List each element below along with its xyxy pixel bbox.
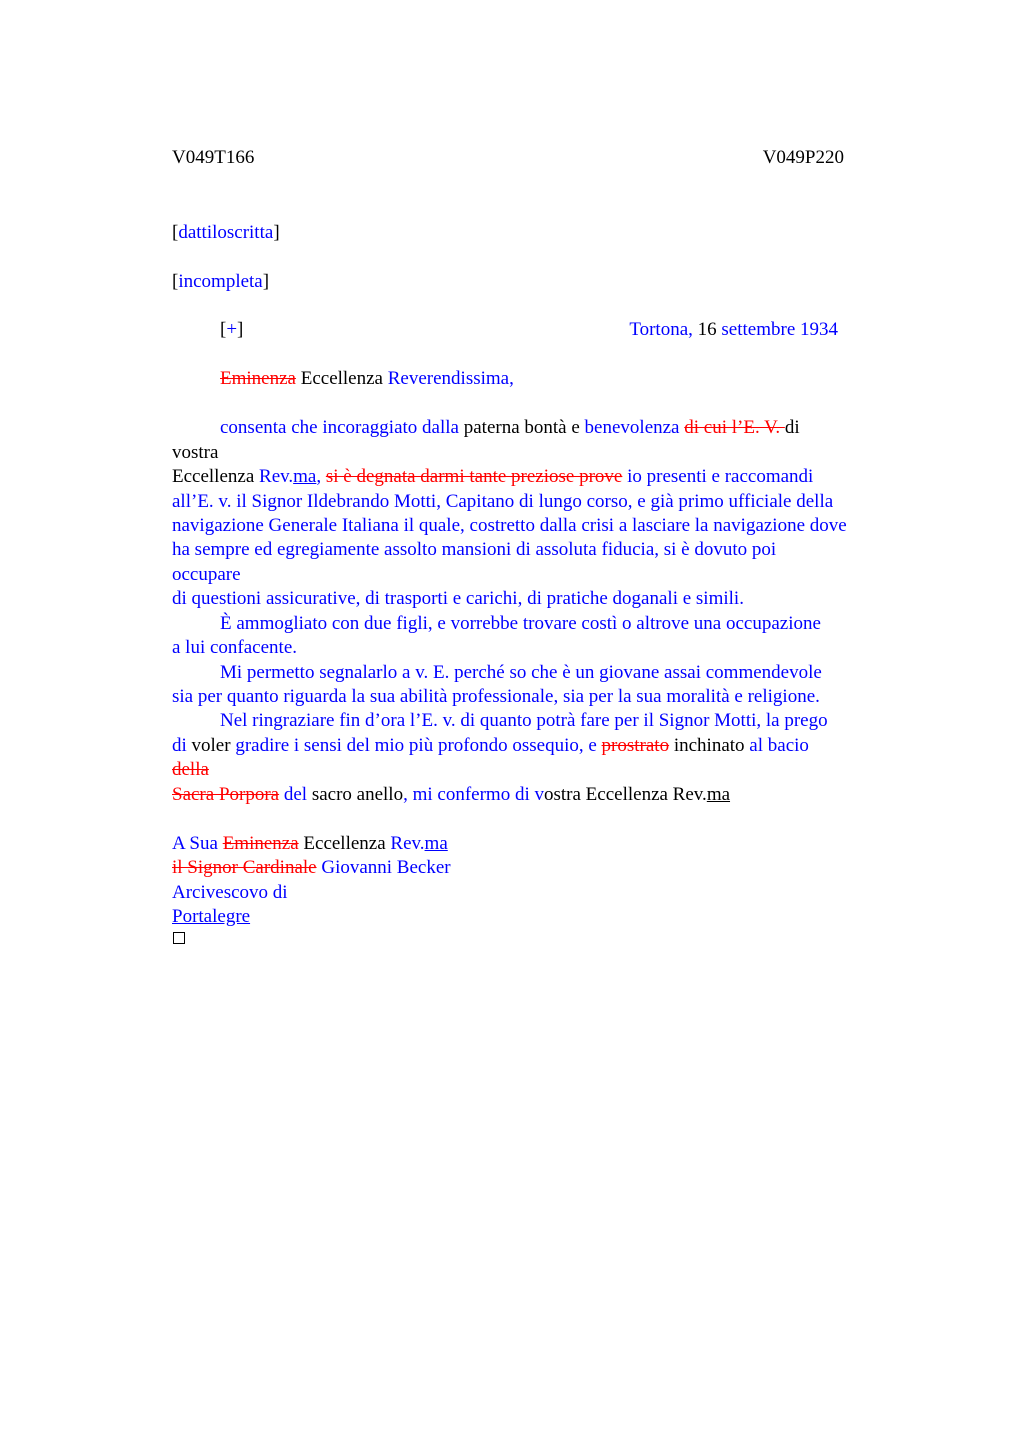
body-line: È ammogliato con due figli, e vorrebbe trovare costì o altrove una occupazione: [220, 613, 821, 634]
deleted-text: il Signor Cardinale: [172, 857, 317, 878]
address-line: Arcivescovo di: [172, 882, 288, 903]
body-line: Eccellenza Rev.ma, si è degnata darmi tante preziose prove io presenti e raccomandi: [172, 466, 814, 487]
salutation: Eminenza Eccellenza Reverendissima,: [220, 368, 514, 389]
body-line: Sacra Porpora del sacro anello, mi confermo di vostra Eccellenza Rev.ma: [172, 784, 731, 805]
tag-typed: [dattiloscritta]: [172, 222, 280, 243]
date-line: Tortona, 16 settembre 1934: [629, 319, 838, 340]
deleted-text: prostrato: [601, 735, 670, 756]
document-code-left: V049T166: [172, 147, 255, 168]
document-code-right: V049P220: [762, 147, 844, 168]
deleted-text: Sacra Porpora: [172, 784, 280, 805]
address-line: A Sua Eminenza Eccellenza Rev.ma: [172, 833, 448, 854]
deleted-word: Eminenza: [222, 833, 299, 854]
cross-mark: [+]: [220, 319, 244, 340]
address-line: il Signor Cardinale Giovanni Becker: [172, 857, 451, 878]
body-line: vostra: [172, 442, 219, 463]
body-line: a lui confacente.: [172, 637, 298, 658]
body-line: navigazione Generale Italiana il quale, costretto dalla crisi a lasciare la navigazione dove: [172, 515, 847, 536]
body-line: all’E. v. il Signor Ildebrando Motti, Capitano di lungo corso, e già primo ufficiale della: [172, 491, 834, 512]
body-line: occupare: [172, 564, 241, 585]
body-line: sia per quanto riguarda la sua abilità professionale, sia per la sua moralità e religione.: [172, 686, 820, 707]
address-line: Portalegre: [172, 906, 251, 927]
body-line: di questioni assicurative, di trasporti e carichi, di pratiche doganali e simili.: [172, 588, 744, 609]
body-line: consenta che incoraggiato dalla paterna bontà e benevolenza di cui l’E. V. di: [220, 417, 800, 438]
deleted-text: si è degnata darmi tante preziose prove: [325, 466, 623, 487]
deleted-word: Eminenza: [220, 368, 296, 389]
body-line: di voler gradire i sensi del mio più profondo ossequio, e prostrato inchinato al bacio: [172, 735, 809, 756]
body-line: Nel ringraziare fin d’ora l’E. v. di quanto potrà fare per il Signor Motti, la prego: [220, 710, 828, 731]
checkbox-icon: [173, 932, 185, 944]
deleted-text: di cui l’E. V.: [684, 417, 785, 438]
body-line: ha sempre ed egregiamente assolto mansioni di assoluta fiducia, si è dovuto poi: [172, 539, 777, 560]
body-line: della: [172, 759, 209, 780]
body-line: Mi permetto segnalarlo a v. E. perché so che è un giovane assai commendevole: [220, 662, 822, 683]
tag-incomplete: [incompleta]: [172, 271, 270, 292]
